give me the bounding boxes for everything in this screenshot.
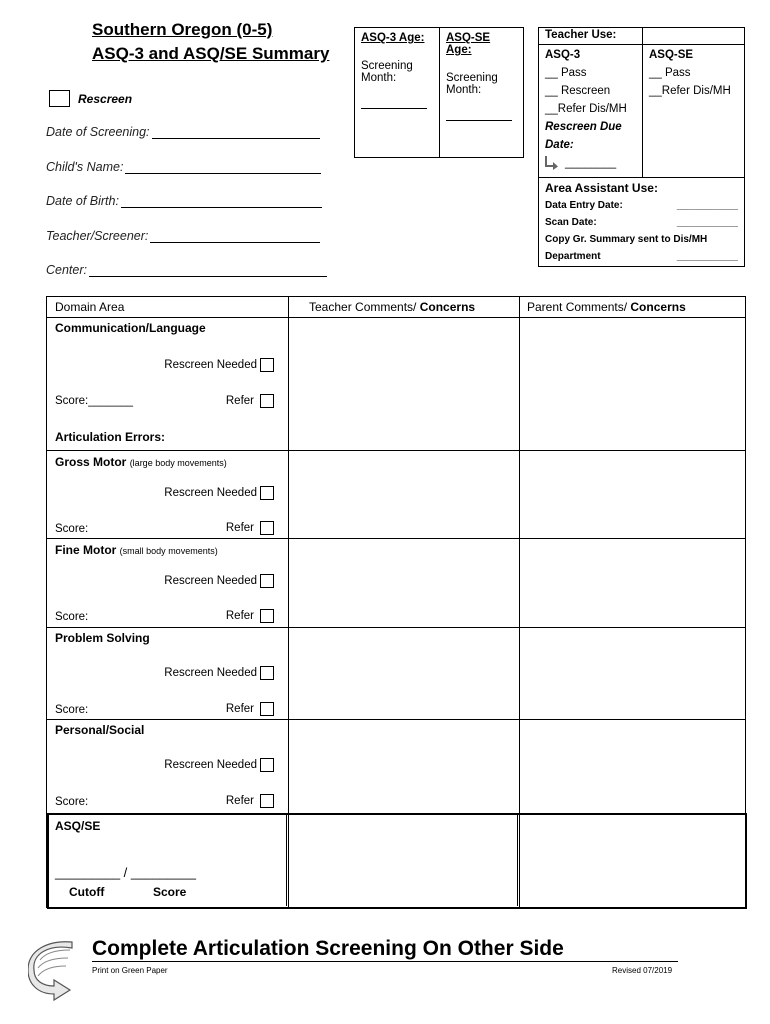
form-title <box>92 18 329 66</box>
refer-checkbox[interactable] <box>260 609 274 623</box>
rescreen-due-line[interactable]: ________ <box>565 157 617 169</box>
domain-row-fine-motor <box>47 539 288 627</box>
rescreen-checkbox[interactable] <box>49 90 70 107</box>
asq3-month-label: Month: <box>361 72 397 84</box>
childs-name-label: Child's Name: <box>46 160 124 174</box>
cutoff-label: Cutoff <box>69 885 105 899</box>
rescreen-due-date-label: Date: <box>545 139 574 151</box>
center-line[interactable] <box>89 263 327 277</box>
asq-age-box <box>354 27 524 158</box>
rescreen-needed-checkbox[interactable] <box>260 486 274 500</box>
teacher-use-title-row <box>539 28 744 45</box>
domain-name: Communication/Language <box>55 321 206 335</box>
rescreen-needed-label: Rescreen Needed <box>164 487 257 499</box>
department-label: Department <box>545 251 601 262</box>
date-of-screening-field[interactable] <box>46 125 320 139</box>
rescreen-needed-checkbox[interactable] <box>260 358 274 372</box>
department-line[interactable]: ___________ <box>676 251 738 262</box>
center-field[interactable] <box>46 263 327 277</box>
domain-table <box>46 296 746 908</box>
asqse-label: ASQ/SE <box>55 819 101 833</box>
teacher-screener-label: Teacher/Screener: <box>46 229 149 243</box>
rescreen-needed-checkbox[interactable] <box>260 666 274 680</box>
rescreen-needed-option[interactable] <box>164 666 274 680</box>
teacher-asqse-header: ASQ-SE <box>649 49 694 61</box>
domain-area-header: Domain Area <box>55 300 125 314</box>
asq3-age-column <box>355 28 439 157</box>
domain-row-gross-motor <box>47 451 288 538</box>
rescreen-needed-option[interactable] <box>164 358 274 372</box>
refer-option[interactable] <box>226 521 274 535</box>
refer-label: Refer <box>225 522 254 534</box>
refer-checkbox[interactable] <box>260 394 274 408</box>
scan-date-label: Scan Date: <box>545 217 597 228</box>
teacher-screener-field[interactable] <box>46 229 320 243</box>
asqse-screening-label: Screening <box>446 72 498 84</box>
rescreen-needed-option[interactable] <box>164 574 274 588</box>
turn-arrow-icon <box>545 156 559 170</box>
asqse-age-header: ASQ-SE Age: <box>446 32 491 56</box>
score-field[interactable]: Score: <box>55 611 89 623</box>
refer-option[interactable] <box>226 702 274 716</box>
date-of-birth-label: Date of Birth: <box>46 194 119 208</box>
score-field[interactable]: Score: <box>55 523 89 535</box>
print-note: Print on Green Paper <box>92 966 168 975</box>
teacher-use-title: Teacher Use: <box>539 28 643 44</box>
asqse-age-line[interactable] <box>446 120 512 121</box>
asqse-age-column <box>439 28 523 157</box>
domain-row-communication <box>47 318 288 450</box>
cutoff-score-line[interactable]: _________ / _________ <box>55 865 196 880</box>
refer-label: Refer <box>225 795 254 807</box>
domain-name: Fine Motor (small body movements) <box>55 543 218 557</box>
center-label: Center: <box>46 263 87 277</box>
rescreen-needed-option[interactable] <box>164 486 274 500</box>
asq3-screening-label: Screening <box>361 60 413 72</box>
date-of-screening-label: Date of Screening: <box>46 125 150 139</box>
refer-checkbox[interactable] <box>260 521 274 535</box>
department-row[interactable] <box>545 248 738 265</box>
scan-date-line[interactable]: ___________ <box>676 217 738 228</box>
childs-name-field[interactable] <box>46 160 321 174</box>
data-entry-label: Data Entry Date: <box>545 200 623 211</box>
rescreen-label: Rescreen <box>78 91 133 106</box>
teacher-comments-header: Teacher Comments/ Concerns <box>309 300 476 314</box>
asq3-rescreen-option[interactable]: __ Rescreen <box>545 85 611 97</box>
page-turn-arrow-icon <box>28 940 78 1002</box>
rescreen-needed-checkbox[interactable] <box>260 758 274 772</box>
parent-comments-header: Parent Comments/ Concerns <box>527 300 686 314</box>
domain-name: Problem Solving <box>55 631 150 645</box>
rescreen-needed-label: Rescreen Needed <box>164 667 257 679</box>
teacher-screener-line[interactable] <box>150 229 320 243</box>
refer-checkbox[interactable] <box>260 794 274 808</box>
refer-label: Refer <box>225 610 254 622</box>
teacher-asq3-column <box>539 45 643 177</box>
rescreen-needed-label: Rescreen Needed <box>164 759 257 771</box>
teacher-asqse-column <box>643 45 737 177</box>
date-of-birth-line[interactable] <box>121 194 322 208</box>
teacher-asq3-header: ASQ-3 <box>545 49 581 61</box>
rescreen-needed-label: Rescreen Needed <box>164 359 257 371</box>
area-assistant-section <box>539 178 744 267</box>
domain-row-personal-social <box>47 720 288 813</box>
teacher-use-box <box>538 27 745 267</box>
rescreen-needed-checkbox[interactable] <box>260 574 274 588</box>
refer-label: Refer <box>225 703 254 715</box>
table-header <box>47 297 745 318</box>
data-entry-line[interactable]: ___________ <box>676 200 738 211</box>
score-field[interactable]: Score: <box>55 704 89 716</box>
data-entry-row[interactable] <box>545 197 738 214</box>
articulation-errors-label: Articulation Errors: <box>55 430 166 444</box>
refer-label: Refer <box>225 395 254 407</box>
domain-name: Gross Motor (large body movements) <box>55 455 227 469</box>
title-line-2: ASQ-3 and ASQ/SE Summary <box>92 44 330 63</box>
rescreen-needed-label: Rescreen Needed <box>164 575 257 587</box>
articulation-notice: Complete Articulation Screening On Other Side <box>92 936 678 962</box>
copy-summary-label: Copy Gr. Summary sent to Dis/MH <box>545 234 708 245</box>
refer-checkbox[interactable] <box>260 702 274 716</box>
score-label: Score <box>153 885 187 899</box>
asqse-refer-option[interactable]: __Refer Dis/MH <box>649 85 731 97</box>
score-field[interactable]: Score: <box>55 796 89 808</box>
asq3-age-header: ASQ-3 Age: <box>361 32 425 44</box>
domain-name: Personal/Social <box>55 723 145 737</box>
scan-date-row[interactable] <box>545 214 738 231</box>
refer-option[interactable] <box>226 394 274 408</box>
date-of-screening-line[interactable] <box>152 125 320 139</box>
title-line-1: Southern Oregon (0-5) <box>92 20 273 39</box>
date-of-birth-field[interactable] <box>46 194 322 208</box>
asqse-score-box <box>47 813 747 909</box>
refer-option[interactable] <box>226 794 274 808</box>
domain-row-problem-solving <box>47 628 288 719</box>
asqse-month-label: Month: <box>446 84 482 96</box>
area-assistant-title: Area Assistant Use: <box>545 181 658 195</box>
rescreen-needed-option[interactable] <box>164 758 274 772</box>
asq3-refer-option[interactable]: __Refer Dis/MH <box>545 103 627 115</box>
childs-name-line[interactable] <box>125 160 321 174</box>
rescreen-due-entry[interactable] <box>545 154 636 172</box>
refer-option[interactable] <box>226 609 274 623</box>
rescreen-due-label: Rescreen Due <box>545 121 622 133</box>
rescreen-option[interactable] <box>49 90 132 107</box>
score-field[interactable]: Score:_______ <box>55 395 134 407</box>
teacher-use-body <box>539 45 744 178</box>
asq3-pass-option[interactable]: __ Pass <box>545 67 587 79</box>
revised-date: Revised 07/2019 <box>612 966 673 975</box>
asqse-pass-option[interactable]: __ Pass <box>649 67 691 79</box>
asq3-age-line[interactable] <box>361 108 427 109</box>
